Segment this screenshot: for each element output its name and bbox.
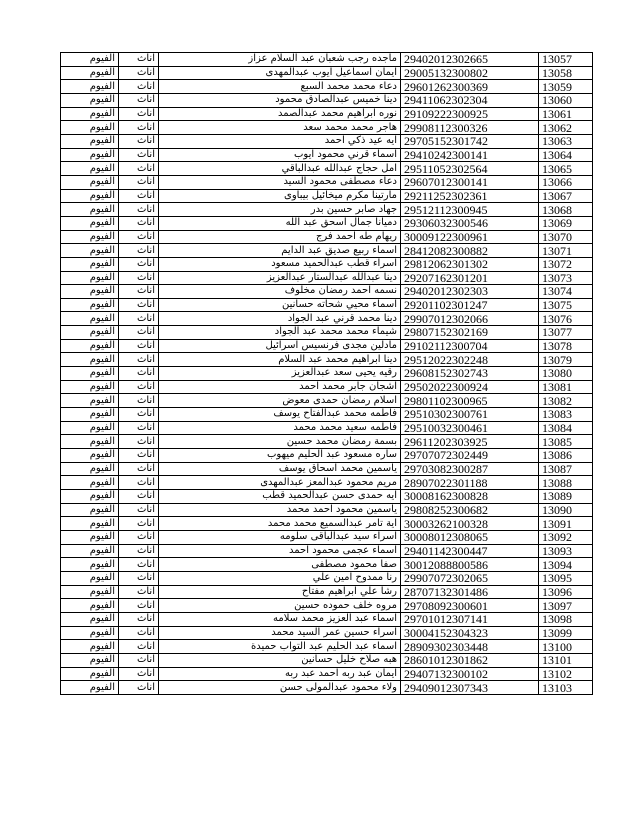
- governorate-cell: الفيوم: [61, 93, 119, 107]
- national-id-cell: 30009122300961: [401, 230, 539, 244]
- national-id-cell: 29708092300601: [401, 599, 539, 613]
- serial-number-cell: 13080: [539, 367, 593, 381]
- governorate-cell: الفيوم: [61, 339, 119, 353]
- national-id-cell: 28909302303448: [401, 640, 539, 654]
- serial-number-cell: 13078: [539, 339, 593, 353]
- serial-number-cell: 13090: [539, 503, 593, 517]
- governorate-cell: الفيوم: [61, 285, 119, 299]
- gender-cell: اناث: [119, 326, 159, 340]
- national-id-cell: 30008162300828: [401, 490, 539, 504]
- name-cell: بسمة رمضان محمد حسين: [159, 435, 401, 449]
- name-cell: مادلين مجدى فرنسيس اسرائيل: [159, 339, 401, 353]
- gender-cell: اناث: [119, 626, 159, 640]
- gender-cell: اناث: [119, 558, 159, 572]
- gender-cell: اناث: [119, 312, 159, 326]
- table-row: [61, 93, 593, 107]
- gender-cell: اناث: [119, 462, 159, 476]
- national-id-cell: 28707132301486: [401, 585, 539, 599]
- national-id-cell: 29407132300102: [401, 667, 539, 681]
- national-id-cell: 29005132300802: [401, 66, 539, 80]
- serial-number-cell: 13093: [539, 544, 593, 558]
- gender-cell: اناث: [119, 394, 159, 408]
- governorate-cell: الفيوم: [61, 394, 119, 408]
- name-cell: ايمان عبد ربه احمد عبد ربه: [159, 667, 401, 681]
- table-row: [61, 298, 593, 312]
- gender-cell: اناث: [119, 257, 159, 271]
- name-cell: اسراء حسين عمر السيد محمد: [159, 626, 401, 640]
- national-id-cell: 29201102301247: [401, 298, 539, 312]
- governorate-cell: الفيوم: [61, 230, 119, 244]
- governorate-cell: الفيوم: [61, 530, 119, 544]
- national-id-cell: 29411062302304: [401, 93, 539, 107]
- gender-cell: اناث: [119, 653, 159, 667]
- name-cell: نوره ابراهيم محمد عبدالصمد: [159, 107, 401, 121]
- gender-cell: اناث: [119, 107, 159, 121]
- table-row: [61, 244, 593, 258]
- governorate-cell: الفيوم: [61, 653, 119, 667]
- national-id-cell: 30008012308065: [401, 530, 539, 544]
- gender-cell: اناث: [119, 244, 159, 258]
- table-row: [61, 189, 593, 203]
- governorate-cell: الفيوم: [61, 189, 119, 203]
- table-row: [61, 626, 593, 640]
- gender-cell: اناث: [119, 298, 159, 312]
- governorate-cell: الفيوم: [61, 585, 119, 599]
- name-cell: اسماء قرني محمود ايوب: [159, 148, 401, 162]
- governorate-cell: الفيوم: [61, 449, 119, 463]
- table-row: [61, 339, 593, 353]
- gender-cell: اناث: [119, 285, 159, 299]
- table-row: [61, 408, 593, 422]
- gender-cell: اناث: [119, 175, 159, 189]
- table-row: [61, 367, 593, 381]
- serial-number-cell: 13063: [539, 134, 593, 148]
- table-row: [61, 653, 593, 667]
- name-cell: اسماء ربيع صديق عبد الدايم: [159, 244, 401, 258]
- serial-number-cell: 13103: [539, 681, 593, 695]
- national-id-cell: 30012088800586: [401, 558, 539, 572]
- name-cell: اسلام رمضان حمدى معوض: [159, 394, 401, 408]
- governorate-cell: الفيوم: [61, 271, 119, 285]
- national-id-cell: 29510302300761: [401, 408, 539, 422]
- serial-number-cell: 13082: [539, 394, 593, 408]
- serial-number-cell: 13074: [539, 285, 593, 299]
- governorate-cell: الفيوم: [61, 380, 119, 394]
- name-cell: ايمان اسماعيل ايوب عبدالمهدى: [159, 66, 401, 80]
- national-id-cell: 29907012302066: [401, 312, 539, 326]
- name-cell: دينا ابراهيم محمد عبد السلام: [159, 353, 401, 367]
- name-cell: ايه حمدى حسن عبدالحميد قطب: [159, 490, 401, 504]
- governorate-cell: الفيوم: [61, 216, 119, 230]
- table-row: [61, 107, 593, 121]
- national-id-cell: 29707072302449: [401, 449, 539, 463]
- serial-number-cell: 13084: [539, 421, 593, 435]
- national-id-cell: 28907022301188: [401, 476, 539, 490]
- gender-cell: اناث: [119, 640, 159, 654]
- national-id-cell: 28412082300882: [401, 244, 539, 258]
- table-row: [61, 312, 593, 326]
- table-row: [61, 271, 593, 285]
- records-table: [60, 52, 593, 695]
- governorate-cell: الفيوم: [61, 462, 119, 476]
- name-cell: فاطمه محمد عبدالفتاح يوسف: [159, 408, 401, 422]
- gender-cell: اناث: [119, 66, 159, 80]
- name-cell: رقيه يحيى سعد عبدالعزيز: [159, 367, 401, 381]
- gender-cell: اناث: [119, 599, 159, 613]
- gender-cell: اناث: [119, 517, 159, 531]
- national-id-cell: 29807152302169: [401, 326, 539, 340]
- governorate-cell: الفيوم: [61, 162, 119, 176]
- serial-number-cell: 13068: [539, 203, 593, 217]
- table-row: [61, 134, 593, 148]
- serial-number-cell: 13065: [539, 162, 593, 176]
- serial-number-cell: 13091: [539, 517, 593, 531]
- gender-cell: اناث: [119, 148, 159, 162]
- table-row: [61, 121, 593, 135]
- table-row: [61, 80, 593, 94]
- name-cell: مروه خلف حموده حسين: [159, 599, 401, 613]
- national-id-cell: 29510032300461: [401, 421, 539, 435]
- national-id-cell: 29701012307141: [401, 612, 539, 626]
- name-cell: ساره مسعود عبد الحليم ميهوب: [159, 449, 401, 463]
- governorate-cell: الفيوم: [61, 203, 119, 217]
- gender-cell: اناث: [119, 435, 159, 449]
- gender-cell: اناث: [119, 585, 159, 599]
- table-row: [61, 394, 593, 408]
- national-id-cell: 29601262300369: [401, 80, 539, 94]
- table-row: [61, 681, 593, 695]
- gender-cell: اناث: [119, 203, 159, 217]
- national-id-cell: 29102112300704: [401, 339, 539, 353]
- name-cell: اسماء عبد الحليم عبد التواب حميدة: [159, 640, 401, 654]
- gender-cell: اناث: [119, 408, 159, 422]
- governorate-cell: الفيوم: [61, 517, 119, 531]
- governorate-cell: الفيوم: [61, 571, 119, 585]
- governorate-cell: الفيوم: [61, 298, 119, 312]
- gender-cell: اناث: [119, 367, 159, 381]
- serial-number-cell: 13061: [539, 107, 593, 121]
- records-sheet: [60, 52, 592, 695]
- name-cell: فاطمه سعيد محمد محمد: [159, 421, 401, 435]
- serial-number-cell: 13075: [539, 298, 593, 312]
- table-row: [61, 216, 593, 230]
- national-id-cell: 29611202303925: [401, 435, 539, 449]
- name-cell: نسمه احمد رمضان مخلوف: [159, 285, 401, 299]
- serial-number-cell: 13060: [539, 93, 593, 107]
- national-id-cell: 30004152304323: [401, 626, 539, 640]
- name-cell: هاجر محمد محمد سعد: [159, 121, 401, 135]
- serial-number-cell: 13100: [539, 640, 593, 654]
- name-cell: هبه صلاح خليل حسانين: [159, 653, 401, 667]
- gender-cell: اناث: [119, 53, 159, 67]
- name-cell: اسماء عجمى محمود احمد: [159, 544, 401, 558]
- gender-cell: اناث: [119, 380, 159, 394]
- name-cell: صفا محمود مصطفى: [159, 558, 401, 572]
- governorate-cell: الفيوم: [61, 599, 119, 613]
- serial-number-cell: 13066: [539, 175, 593, 189]
- gender-cell: اناث: [119, 449, 159, 463]
- name-cell: دينا خميس عبدالصادق محمود: [159, 93, 401, 107]
- gender-cell: اناث: [119, 421, 159, 435]
- name-cell: دينا عبدالله عبدالستار عبدالعزيز: [159, 271, 401, 285]
- name-cell: مارتينا مكرم ميخائيل بيباوى: [159, 189, 401, 203]
- table-row: [61, 599, 593, 613]
- serial-number-cell: 13098: [539, 612, 593, 626]
- gender-cell: اناث: [119, 476, 159, 490]
- table-row: [61, 148, 593, 162]
- table-row: [61, 517, 593, 531]
- table-row: [61, 667, 593, 681]
- national-id-cell: 29211252302361: [401, 189, 539, 203]
- serial-number-cell: 13059: [539, 80, 593, 94]
- national-id-cell: 29511052302564: [401, 162, 539, 176]
- gender-cell: اناث: [119, 571, 159, 585]
- gender-cell: اناث: [119, 93, 159, 107]
- serial-number-cell: 13094: [539, 558, 593, 572]
- table-row: [61, 530, 593, 544]
- gender-cell: اناث: [119, 503, 159, 517]
- national-id-cell: 29502022300924: [401, 380, 539, 394]
- serial-number-cell: 13088: [539, 476, 593, 490]
- national-id-cell: 29512022302248: [401, 353, 539, 367]
- name-cell: اشجان جابر محمد احمد: [159, 380, 401, 394]
- governorate-cell: الفيوم: [61, 257, 119, 271]
- name-cell: اسماء عبد العزيز محمد سلامه: [159, 612, 401, 626]
- table-row: [61, 326, 593, 340]
- national-id-cell: 29409012307343: [401, 681, 539, 695]
- governorate-cell: الفيوم: [61, 66, 119, 80]
- name-cell: مريم محمود عبدالمعز عبدالمهدى: [159, 476, 401, 490]
- table-row: [61, 435, 593, 449]
- table-row: [61, 257, 593, 271]
- governorate-cell: الفيوم: [61, 53, 119, 67]
- serial-number-cell: 13067: [539, 189, 593, 203]
- governorate-cell: الفيوم: [61, 681, 119, 695]
- serial-number-cell: 13081: [539, 380, 593, 394]
- serial-number-cell: 13077: [539, 326, 593, 340]
- national-id-cell: 29908112300326: [401, 121, 539, 135]
- name-cell: اسراء سيد عبدالباقى سلومه: [159, 530, 401, 544]
- national-id-cell: 29207162301201: [401, 271, 539, 285]
- national-id-cell: 29109222300925: [401, 107, 539, 121]
- name-cell: اسماء محيي شحاته حسانين: [159, 298, 401, 312]
- gender-cell: اناث: [119, 162, 159, 176]
- gender-cell: اناث: [119, 612, 159, 626]
- serial-number-cell: 13089: [539, 490, 593, 504]
- serial-number-cell: 13085: [539, 435, 593, 449]
- table-row: [61, 571, 593, 585]
- name-cell: امل حجاج عبدالله عبدالباقي: [159, 162, 401, 176]
- governorate-cell: الفيوم: [61, 667, 119, 681]
- name-cell: ياسمين محمود احمد محمد: [159, 503, 401, 517]
- table-row: [61, 503, 593, 517]
- table-row: [61, 612, 593, 626]
- national-id-cell: 28601012301862: [401, 653, 539, 667]
- gender-cell: اناث: [119, 681, 159, 695]
- governorate-cell: الفيوم: [61, 353, 119, 367]
- governorate-cell: الفيوم: [61, 312, 119, 326]
- table-row: [61, 162, 593, 176]
- table-row: [61, 449, 593, 463]
- records-table-body: [61, 53, 593, 695]
- gender-cell: اناث: [119, 121, 159, 135]
- national-id-cell: 29607012300141: [401, 175, 539, 189]
- governorate-cell: الفيوم: [61, 503, 119, 517]
- name-cell: اسراء قطب عبدالحميد مسعود: [159, 257, 401, 271]
- table-row: [61, 285, 593, 299]
- governorate-cell: الفيوم: [61, 107, 119, 121]
- name-cell: جهاد صابر حسين بدر: [159, 203, 401, 217]
- serial-number-cell: 13097: [539, 599, 593, 613]
- governorate-cell: الفيوم: [61, 121, 119, 135]
- governorate-cell: الفيوم: [61, 476, 119, 490]
- name-cell: ولاء محمود عبدالمولى حسن: [159, 681, 401, 695]
- name-cell: دعاء محمد محمد السبع: [159, 80, 401, 94]
- serial-number-cell: 13096: [539, 585, 593, 599]
- gender-cell: اناث: [119, 530, 159, 544]
- table-row: [61, 476, 593, 490]
- name-cell: دعاء مصطفى محمود السيد: [159, 175, 401, 189]
- governorate-cell: الفيوم: [61, 626, 119, 640]
- name-cell: ماجده رجب شعبان عبد السلام عزاز: [159, 53, 401, 67]
- table-row: [61, 490, 593, 504]
- serial-number-cell: 13086: [539, 449, 593, 463]
- national-id-cell: 29306032300546: [401, 216, 539, 230]
- serial-number-cell: 13083: [539, 408, 593, 422]
- table-row: [61, 585, 593, 599]
- serial-number-cell: 13092: [539, 530, 593, 544]
- gender-cell: اناث: [119, 271, 159, 285]
- national-id-cell: 29907072302065: [401, 571, 539, 585]
- serial-number-cell: 13057: [539, 53, 593, 67]
- gender-cell: اناث: [119, 667, 159, 681]
- table-row: [61, 353, 593, 367]
- name-cell: رنا ممدوح امين علي: [159, 571, 401, 585]
- name-cell: ياسمين محمد اسحاق يوسف: [159, 462, 401, 476]
- serial-number-cell: 13069: [539, 216, 593, 230]
- governorate-cell: الفيوم: [61, 558, 119, 572]
- national-id-cell: 29801102300965: [401, 394, 539, 408]
- national-id-cell: 29512112300945: [401, 203, 539, 217]
- name-cell: دينا محمد قرني عبد الجواد: [159, 312, 401, 326]
- table-row: [61, 203, 593, 217]
- gender-cell: اناث: [119, 80, 159, 94]
- governorate-cell: الفيوم: [61, 421, 119, 435]
- governorate-cell: الفيوم: [61, 134, 119, 148]
- gender-cell: اناث: [119, 216, 159, 230]
- governorate-cell: الفيوم: [61, 80, 119, 94]
- governorate-cell: الفيوم: [61, 435, 119, 449]
- table-row: [61, 66, 593, 80]
- serial-number-cell: 13058: [539, 66, 593, 80]
- serial-number-cell: 13062: [539, 121, 593, 135]
- serial-number-cell: 13073: [539, 271, 593, 285]
- national-id-cell: 29808252300682: [401, 503, 539, 517]
- table-row: [61, 462, 593, 476]
- gender-cell: اناث: [119, 230, 159, 244]
- table-row: [61, 544, 593, 558]
- table-row: [61, 640, 593, 654]
- national-id-cell: 29812062301302: [401, 257, 539, 271]
- gender-cell: اناث: [119, 353, 159, 367]
- serial-number-cell: 13079: [539, 353, 593, 367]
- serial-number-cell: 13064: [539, 148, 593, 162]
- serial-number-cell: 13087: [539, 462, 593, 476]
- serial-number-cell: 13102: [539, 667, 593, 681]
- gender-cell: اناث: [119, 544, 159, 558]
- governorate-cell: الفيوم: [61, 367, 119, 381]
- name-cell: دميانا جمال اسحق عبد الله: [159, 216, 401, 230]
- name-cell: شيماء محمد محمد عبد الجواد: [159, 326, 401, 340]
- national-id-cell: 29608152302743: [401, 367, 539, 381]
- gender-cell: اناث: [119, 490, 159, 504]
- table-row: [61, 558, 593, 572]
- name-cell: ايه عيد ذكي احمد: [159, 134, 401, 148]
- serial-number-cell: 13095: [539, 571, 593, 585]
- national-id-cell: 29401142300447: [401, 544, 539, 558]
- name-cell: رشا علي ابراهيم مفتاح: [159, 585, 401, 599]
- serial-number-cell: 13070: [539, 230, 593, 244]
- national-id-cell: 29402012302303: [401, 285, 539, 299]
- governorate-cell: الفيوم: [61, 175, 119, 189]
- national-id-cell: 30003262100328: [401, 517, 539, 531]
- serial-number-cell: 13099: [539, 626, 593, 640]
- serial-number-cell: 13071: [539, 244, 593, 258]
- name-cell: اية تامر عبدالسميع محمد محمد: [159, 517, 401, 531]
- table-row: [61, 421, 593, 435]
- governorate-cell: الفيوم: [61, 244, 119, 258]
- national-id-cell: 29703082300287: [401, 462, 539, 476]
- governorate-cell: الفيوم: [61, 148, 119, 162]
- gender-cell: اناث: [119, 134, 159, 148]
- national-id-cell: 29402012302665: [401, 53, 539, 67]
- national-id-cell: 29705152301742: [401, 134, 539, 148]
- governorate-cell: الفيوم: [61, 612, 119, 626]
- governorate-cell: الفيوم: [61, 640, 119, 654]
- table-row: [61, 53, 593, 67]
- governorate-cell: الفيوم: [61, 408, 119, 422]
- national-id-cell: 29410242300141: [401, 148, 539, 162]
- gender-cell: اناث: [119, 339, 159, 353]
- serial-number-cell: 13076: [539, 312, 593, 326]
- gender-cell: اناث: [119, 189, 159, 203]
- governorate-cell: الفيوم: [61, 544, 119, 558]
- governorate-cell: الفيوم: [61, 326, 119, 340]
- name-cell: ريهام طه احمد فرج: [159, 230, 401, 244]
- serial-number-cell: 13072: [539, 257, 593, 271]
- governorate-cell: الفيوم: [61, 490, 119, 504]
- table-row: [61, 230, 593, 244]
- table-row: [61, 175, 593, 189]
- serial-number-cell: 13101: [539, 653, 593, 667]
- table-row: [61, 380, 593, 394]
